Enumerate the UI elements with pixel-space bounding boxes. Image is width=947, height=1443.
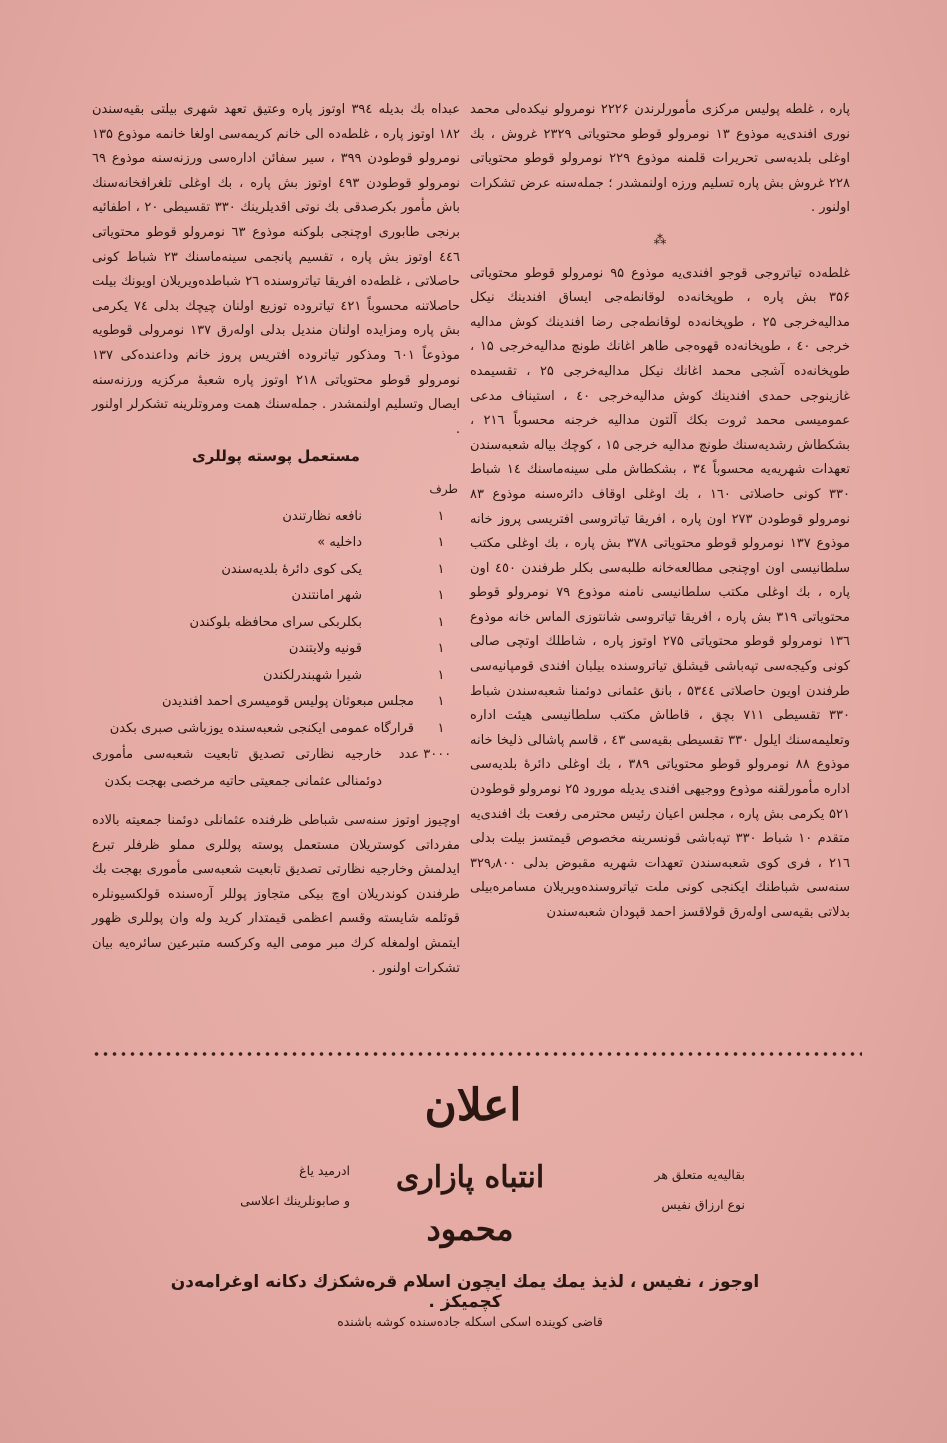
advertisement-address: قاضی کوینده اسکی اسکله جاده‌سنده کوشه باشنده bbox=[337, 1314, 603, 1329]
section-asterism: ⁂ bbox=[653, 232, 667, 248]
advertisement-shop-name: انتباه پازاری bbox=[395, 1160, 545, 1195]
list-item bbox=[92, 610, 460, 637]
list-item-count: ۳٠٠٠ عدد bbox=[398, 747, 452, 762]
stamps-list-header: طرف bbox=[429, 481, 458, 496]
stamps-list bbox=[92, 504, 460, 796]
advertisement-side-left-line: ادرمید یاغ bbox=[299, 1163, 350, 1178]
list-item-label: قرارگاه عمومی ایکنجی شعبه‌سنده یوزباشی صبری بکدن bbox=[109, 720, 414, 736]
list-item-label: مجلس مبعوثان پولیس قومیسری احمد افندیدن bbox=[162, 694, 414, 709]
list-item-count: ۱ bbox=[437, 667, 445, 683]
list-item-label: نافعه نظارتندن bbox=[282, 508, 362, 524]
advertisement-side-right-line: نوع ارزاق نفیس bbox=[661, 1197, 745, 1212]
list-item-label: بکلربکی سرای محافظه بلوکندن bbox=[189, 614, 362, 630]
advertisement-side-left-line: و صابونلرینك اعلاسی bbox=[240, 1193, 350, 1208]
advertisement-side-left bbox=[200, 1156, 350, 1216]
right-paragraph-1: پاره ، غلطه پولیس مرکزی مأمورلرندن ۲۲۲۶ نومرولو نیکده‌لی محمد نوری افندی‌یه موذوع ۱۳ نومرولو قوطو محتویاتی ۲۳۲۹ غروش ، بك اوغلی بلدیه‌سی تحریرات قلمنه موذوع ۲۲۹ نومرولو قوطو محتویاتی ۲۲۸ غروش بش پاره تسلیم ورزه اولنمشدر ؛ جمله‌سنه عرض تشکرات اولنور . bbox=[470, 102, 851, 216]
stamps-heading: مستعمل پوسته پوللری bbox=[192, 447, 360, 466]
list-item bbox=[92, 742, 460, 795]
list-item bbox=[92, 663, 460, 690]
left-column bbox=[92, 98, 460, 981]
list-item-count: ۱ bbox=[437, 588, 445, 603]
right-paragraph-2: غلطه‌ده تیاتروجی قوجو افندی‌یه موذوع ۹۵ نومرولو قوطو محتویاتی ۳۵۶ بش پاره ، طوپخانه‌ده لوقانطه‌جی ایساق افندینك نیكل مدالیه‌خرجی ۲۵ ، طوپخانه‌ده لوقانطه‌جی رضا افندینك کوش مدالیه خرجی ٤٠ ، طوپخانه‌ده قهوه‌جی طاهر اغانك طونچ مدالیه‌خرجی ۱۵ ، طوپخانه‌ده آشجی محمد اغانك نیكل مدالیه‌خرجی ۲۵ ، تقسیمده غازینوجی حمدی افندینك کوش مدالیه‌خرجی ٤٠ ، استیناف مدعی عمومیسی محمد ثروت بکك آلتون مدالیه خرجنه محسوباً ۲۱٦ ، بشکطاش رشدیه‌سنك طونچ مدالیه خرجی ۱۵ ، کوچك بیاله شعبه‌سندن تعهدات شهریه‌یه محسوباً ۳٤ ، بشکطاش ملی سینه‌ماسنك ۱٤ شباط ۳۳۰ کونی حاصلاتی ۱٦٠ ، بك اوغلی اوقاف دائره‌سنه موذوع ۸۳ نومرولو قوطودن ۲۷۳ اون پاره ، افریقا تیاتروسی افتریسی پروز خانه موذوع ۱۳۷ نومرولو قوطو محتویاتی ۳۷۸ بش پاره ، بك اوغلی مکتب سلطانیسی اون اوچنجی مطالعه‌خانه طلبه‌سی بکلر طرفندن ٤٥٠ اون پاره ، بك اوغلی مکتب سلطانیسی نامنه موذوع ۷۹ نومرولو قوطو محتویاتی ۳۱۹ بش پاره ، افریقا تیاتروسی شانتوزی الماس خانه موذوع ۱۳٦ نومرولو قوطو محتویاتی ۲۷۵ اوتوز پاره ، شاطلك اوتچی صالی کونی وکیجه‌سی تپه‌باشی قیشلق تیاتروسنده بیلبان افندی قومپانیه‌سی طرفندن اویون حاصلاتی ۵۳٤٤ ، بانق عثمانی دوئمنا شعبه‌سندن شباط ۳۳۰ تقسیطی ۷۱۱ بچق ، قاطاش مکتب سلطانیسی هیئت اداره وتعلیمه‌سنك ایلول ۳۳۰ تقسیطی بقیه‌سی ٤۳ ، قاسم پاشالی ذلیخا خانه موذوع ۸۸ نومرولو قوطو محتویاتی ۳۸۹ ، بك اوغلی دائرهٔ بلدیه‌سی اداره مأمورلقنه موذوع ووجیهی افندی یدیله مورود ۲۵ نومرولو قوطودن ۵۲۱ یکرمی بش پاره ، مجلس اعیان رئیس محترمی رفعت بك افندی‌یه متقدم ۱٠ شباط ۳۳۰ تپه‌باشی قونسرینه مخصوص قیمتسز بیلت بدلی ۲۱٦ ، فری کوی شعبه‌سندن تعهدات شهریه مقبوض بدلی ۳۲۹٫۸٠٠ سنه‌سی شباطنك ایکنجی کونی ملت تیاتروسنده‌ویریلان مسامره‌بیلی بدلاتی بقیه‌سی اوله‌رق قولاقسز احمد قپودان شعبه‌سندن bbox=[470, 265, 851, 920]
list-item-count: ۱ bbox=[437, 720, 445, 736]
list-item-label: شیرا شهبندرلکندن bbox=[263, 667, 362, 683]
list-item-count: ۱ bbox=[437, 561, 445, 577]
list-item-count: ۱ bbox=[437, 694, 445, 709]
list-item-label: یکی کوی دائرهٔ بلدیه‌سندن bbox=[221, 561, 362, 577]
list-item-label: داخلیه » bbox=[317, 535, 362, 550]
right-column bbox=[470, 98, 850, 926]
dotted-divider bbox=[92, 1050, 862, 1058]
list-item bbox=[92, 716, 460, 743]
list-item bbox=[92, 689, 460, 716]
list-item bbox=[92, 504, 460, 531]
left-paragraph-1: عبداه بك بدیله ۳۹٤ اوتوز پاره وعتیق تعهد شهری بیلتی بقیه‌سندن ۱۸۲ اوتوز پاره ، غلطه‌ده الی خانم کریمه‌سی اولغا خانمه موذوع ۱۳۵ نومرولو قوطودن ۳۹۹ ، سیر سفائن اداره‌سی ورزنه‌سنه موذوع ٦۹ نومرولو قوطودن ٤۹۳ اوتوز بش پاره ، بك اوغلی تلغرافخانه‌سنك باش مأمور بکرصدقی بك نوتی اقدیلرینك ۳۳٠ تقسیطی ۲٠ ، اطفائیه برنجی طابوری اوچنجی بلوکنه موذوع ٦۳ نومرولو قوطو محتویاتی ٤٤٦ اوتوز بش پاره ، تقسیم پانجمی سینه‌ماسنك ۲۳ شباط کونی حاصلاتی ، غلطه‌ده افریقا تیاتروسنده ۲٦ شباطده‌ویریلان اویونك بیلت حاصلاتنه محسوباً ٤۲۱ تیاتروده توزیع اولنان چیچك بدلی ۷٤ یکرمی بش پاره ومزایده اولنان منديل بدلی اوله‌رق ۱۳۷ نومرولی قوطویه موذوعاً ٦٠۱ ومذکور تیاتروده افتریس پروز خانم وداعنده‌کی ۱۳۷ نومرولو قوطو محتویاتی ۲۱۸ اوتوز پاره شعبهٔ مرکزیه ورزنه‌سنه ایصال وتسلیم اولنمشدر . جمله‌سنك همت ومروتلرینه تشکرلر اولنور . bbox=[92, 102, 461, 437]
list-item-label: شهر امانتندن bbox=[291, 588, 362, 603]
advertisement-owner: محمود bbox=[426, 1210, 514, 1248]
left-paragraph-2: اوچیوز اوتوز سنه‌سی شباطی ظرفنده عثمانلی دوئمنا جمعیته بالاده مفرداتی کوستریلان مستعمل پوسته پوللری مملو ظرفلر تبرع ایدلمش وخارجیه نظارتی تصدیق تابعیت شعبه‌سی مأموری بهجت بك طرفندن کوندریلان اوچ بیکی متجاوز پوللر آره‌سنده قولکسیونلره قوئلمه شایسته وقسم اعظمی قیمتدار کرید وله وان پوللری ظهور ایتمش اولمغله کرك مبر مومی الیه وکرکسه متبرعین سائره‌یه بیان تشکرات اولنور . bbox=[92, 813, 460, 976]
advertisement-tagline: اوجوز ، نفیس ، لذیذ یمك یمك ایچون اسلام قره‌شکزك دکانه اوغرامه‌دن کچمیکز . bbox=[170, 1272, 760, 1312]
list-item bbox=[92, 530, 460, 557]
advertisement-title: اعلان bbox=[424, 1080, 522, 1131]
list-item bbox=[92, 557, 460, 584]
list-item-count: ۱ bbox=[437, 535, 445, 550]
list-item-count: ۱ bbox=[437, 641, 445, 656]
list-item-label: قونیه ولایتندن bbox=[288, 641, 362, 656]
list-item bbox=[92, 583, 460, 610]
list-item-label: خارجیه نظارتی تصدیق تابعیت شعبه‌سی مأموری دوئمنالی عثمانی جمعیتی حاتیه مرخصی بهجت بکدن bbox=[92, 747, 382, 789]
list-item-count: ۱ bbox=[437, 508, 445, 524]
advertisement-side-right bbox=[605, 1160, 745, 1220]
list-item-count: ۱ bbox=[437, 614, 445, 630]
list-item bbox=[92, 636, 460, 663]
advertisement-side-right-line: بقالیه‌یه متعلق هر bbox=[654, 1167, 745, 1182]
